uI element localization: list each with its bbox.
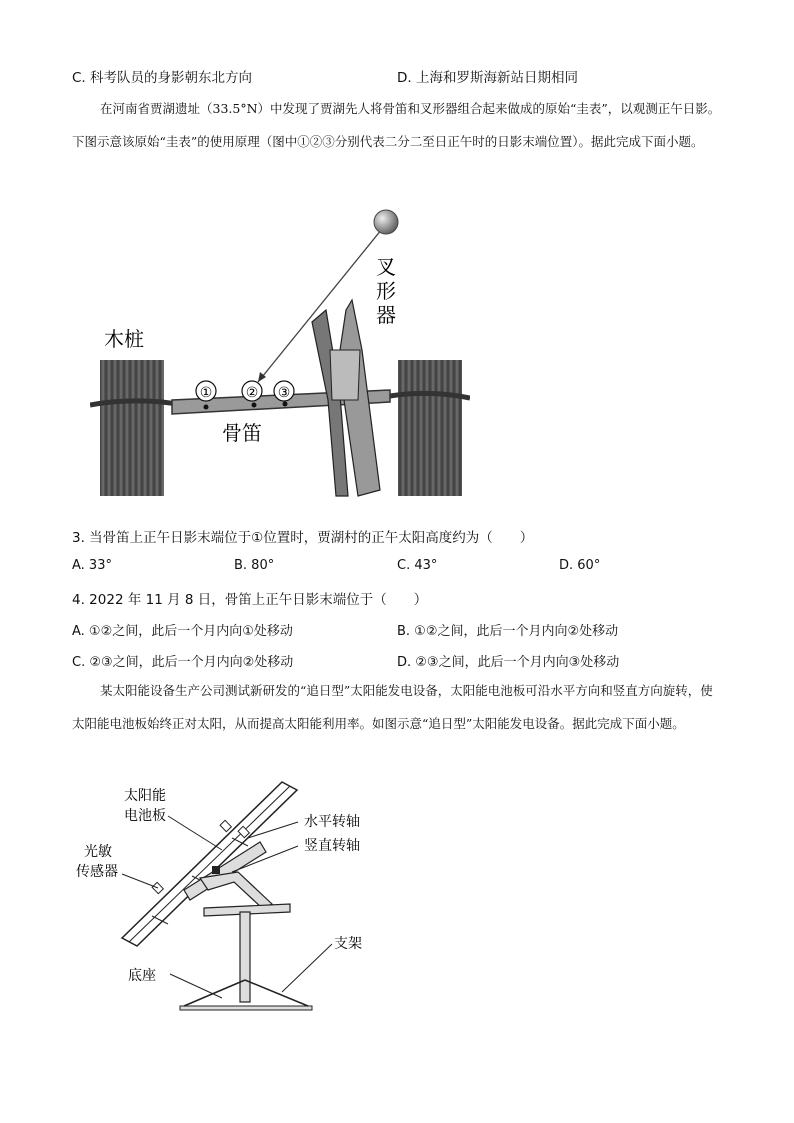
passage-1: 在河南省贾湖遗址（33.5°N）中发现了贾湖先人将骨笛和叉形器组合起来做成的原始“圭表”，以观测正午日影。下图示意该原始“圭表”的使用原理（图中①②③分别代表二分二至日正午时的日影末端位置）。据此完成下面小题。 [72,101,721,149]
option-d-prev: D. 上海和罗斯海新站日期相同 [397,70,578,86]
label-sensor-2: 传感器 [76,864,118,880]
label-wooden-post: 木桩 [104,327,144,351]
figure-solar-tracker [72,780,392,1020]
support-pole [240,912,250,1002]
label-sensor-1: 光敏 [84,844,112,860]
question-4-option-d[interactable]: D. ②③之间，此后一个月内向③处移动 [397,655,620,670]
question-3-option-b[interactable]: B. 80° [234,558,275,573]
sun-ball-icon [374,210,398,234]
question-3-option-a[interactable]: A. 33° [72,558,112,573]
label-base: 底座 [128,968,156,984]
wooden-post-left [100,360,164,496]
svg-text:形: 形 [376,279,396,303]
wooden-post-right [398,360,462,496]
label-solar-panel-2: 电池板 [124,808,166,824]
question-3-stem: 3. 当骨笛上正午日影末端位于①位置时，贾湖村的正午太阳高度约为（ ） [72,530,534,546]
question-4-option-a[interactable]: A. ①②之间，此后一个月内向①处移动 [72,624,293,639]
base [180,1006,312,1010]
mark-2: ② [245,385,259,401]
question-4-option-b[interactable]: B. ①②之间，此后一个月内向②处移动 [397,624,619,639]
svg-text:器: 器 [376,303,396,327]
question-4-stem: 4. 2022 年 11 月 8 日，骨笛上正午日影末端位于（ ） [72,592,428,608]
passage-2: 某太阳能设备生产公司测试新研发的“追日型”太阳能发电设备，太阳能电池板可沿水平方向和竖直方向旋转，使太阳能电池板始终正对太阳，从而提高太阳能利用率。如图示意“追日型”太阳能发电设备。据此完成下面小题。 [72,683,713,731]
mark-3: ③ [277,385,291,401]
label-vertical-axis: 竖直转轴 [304,838,360,854]
mark-1: ① [199,385,213,401]
label-horizontal-axis: 水平转轴 [304,814,360,830]
label-stand: 支架 [334,936,362,952]
option-c-prev: C. 科考队员的身影朝东北方向 [72,70,253,86]
question-3-option-d[interactable]: D. 60° [559,558,601,573]
label-fork-instrument [376,255,396,327]
figure-bone-flute [90,200,470,500]
question-3-option-c[interactable]: C. 43° [397,558,438,573]
label-bone-flute: 骨笛 [222,421,262,445]
question-4-option-c[interactable]: C. ②③之间，此后一个月内向②处移动 [72,655,294,670]
svg-text:叉: 叉 [376,255,396,279]
label-solar-panel-1: 太阳能 [124,788,166,804]
